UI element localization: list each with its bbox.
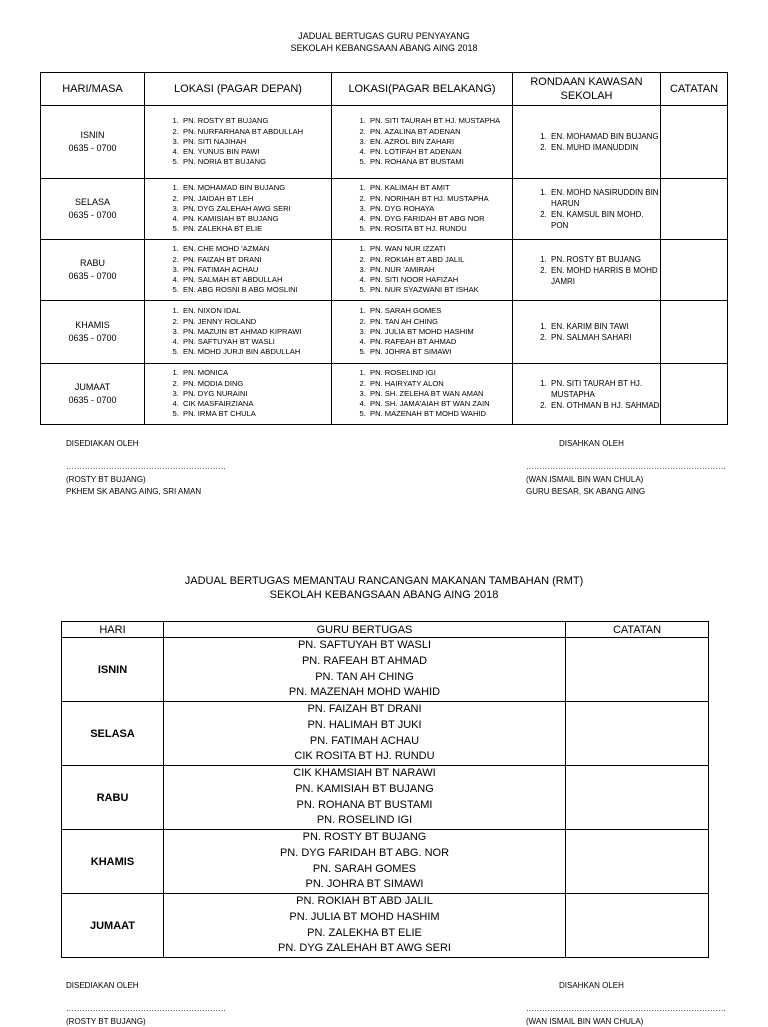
list-item: PN. SARAH GOMES — [312, 862, 417, 875]
list-item: 5. PN. JOHRA BT SIMAWI — [368, 347, 512, 357]
teacher-list — [145, 183, 331, 234]
list-item: 2. PN. AZALINA BT ADENAN — [368, 127, 512, 137]
day-cell: ISNIN — [62, 638, 164, 702]
front-gate-cell — [145, 106, 332, 179]
day-cell — [41, 240, 145, 301]
list-item: 3. EN. AZROL BIN ZAHARI — [368, 137, 512, 147]
notes-cell — [566, 830, 709, 894]
teacher-list — [513, 321, 660, 343]
signature-line: …………………………………………………… — [66, 462, 226, 471]
teacher-list — [332, 244, 512, 295]
list-item: PN. DYG FARIDAH BT ABG. NOR — [279, 846, 450, 859]
list-item: 1. PN. SARAH GOMES — [368, 306, 512, 316]
duty2-title — [0, 574, 768, 602]
list-item: 5. PN. ZALEKHA BT ELIE — [181, 224, 331, 234]
list-item: 1. PN. MONICA — [181, 368, 331, 378]
patrol-cell — [513, 301, 661, 364]
list-item: 5. PN. MAZENAH BT MOHD WAHID — [368, 409, 512, 419]
table-row — [62, 702, 709, 766]
notes-cell — [661, 179, 728, 240]
list-item: 5. EN. MOHD JURJI BIN ABDULLAH — [181, 347, 331, 357]
duty1-title-line1: JADUAL BERTUGAS GURU PENYAYANG — [298, 31, 470, 41]
time-label: 0635 - 0700 — [68, 210, 117, 220]
duty2-title-line1: JADUAL BERTUGAS MEMANTAU RANCANGAN MAKANAN TAMBAHAN (RMT) — [184, 575, 584, 587]
list-item: 2. PN. JAIDAH BT LEH — [181, 194, 331, 204]
day-cell: KHAMIS — [62, 830, 164, 894]
list-item: 4. PN. LOTIFAH BT ADENAN — [368, 147, 512, 157]
duty2-title-line2: SEKOLAH KEBANGSAAN ABANG AING 2018 — [269, 589, 499, 601]
back-gate-cell — [332, 301, 513, 364]
list-item: 4. PN. SALMAH BT ABDULLAH — [181, 275, 331, 285]
list-item: PN. SAFTUYAH BT WASLI — [297, 639, 432, 651]
duty1-header-row — [41, 73, 728, 106]
list-item: 2. PN. TAN AH CHING — [368, 317, 512, 327]
patrol-cell — [513, 364, 661, 425]
list-item: 1. PN. ROSELIND IGI — [368, 368, 512, 378]
front-gate-cell — [145, 179, 332, 240]
notes-cell — [566, 702, 709, 766]
time-label: 0635 - 0700 — [68, 333, 117, 343]
time-label: 0635 - 0700 — [68, 271, 117, 281]
list-item: CIK KHAMSIAH BT NARAWI — [293, 767, 436, 779]
list-item: PN. FATIMAH ACHAU — [309, 734, 420, 747]
list-item: PN. JULIA BT MOHD HASHIM — [289, 910, 440, 923]
day-cell — [41, 179, 145, 240]
day-cell: JUMAAT — [62, 894, 164, 958]
teachers-cell — [164, 702, 566, 766]
list-item: 3. PN. DYG NURAINI — [181, 389, 331, 399]
list-item: 5. EN. ABG ROSNI B ABG MOSLINI — [181, 285, 331, 295]
list-item: 4. PN. SITI NOOR HAFIZAH — [368, 275, 512, 285]
list-item: 4. PN. SAFTUYAH BT WASLI — [181, 337, 331, 347]
duty1-table — [40, 72, 728, 425]
notes-cell — [661, 301, 728, 364]
list-item: 5. PN. NORIA BT BUJANG — [181, 157, 331, 167]
table-row — [62, 638, 709, 702]
teacher-list — [332, 368, 512, 419]
patrol-cell — [513, 179, 661, 240]
list-item: 1. PN. ROSTY BT BUJANG — [549, 254, 660, 265]
teacher-list — [332, 116, 512, 167]
table-row — [62, 766, 709, 830]
duty1-header-cell: RONDAAN KAWASAN SEKOLAH — [513, 73, 661, 106]
list-item: PN. DYG ZALEHAH BT AWG SERI — [278, 942, 451, 955]
list-item: 3. PN. FATIMAH ACHAU — [181, 265, 331, 275]
day-label: SELASA — [74, 197, 111, 207]
duty1-header-cell: LOKASI(PAGAR BELAKANG) — [332, 73, 513, 106]
list-item: 1. EN. MOHAMAD BIN BUJANG — [181, 183, 331, 193]
time-label: 0635 - 0700 — [68, 395, 117, 405]
duty2-header-row — [62, 622, 709, 638]
duty1-header-cell: HARI/MASA — [41, 73, 145, 106]
list-item: PN. ROSTY BT BUJANG — [302, 831, 427, 843]
notes-cell — [661, 364, 728, 425]
list-item: 4. PN. RAFEAH BT AHMAD — [368, 337, 512, 347]
notes-cell — [566, 638, 709, 702]
prepared-by-title: PKHEM SK ABANG AING, SRI AMAN — [66, 487, 202, 496]
list-item: PN. MAZENAH MOHD WAHID — [288, 686, 441, 699]
list-item: 3. PN. SITI NAJIHAH — [181, 137, 331, 147]
duty1-title-line2: SEKOLAH KEBANGSAAN ABANG AING 2018 — [290, 43, 478, 53]
list-item: 2. EN. OTHMAN B HJ. SAHMAD — [549, 400, 660, 411]
list-item: 4. EN. YUNUS BIN PAWI — [181, 147, 331, 157]
teacher-list — [145, 116, 331, 167]
notes-cell — [661, 106, 728, 179]
list-item: 3. PN. JULIA BT MOHD HASHIM — [368, 327, 512, 337]
list-item: 1. PN. ROSTY BT BUJANG — [181, 116, 331, 126]
table-row — [62, 830, 709, 894]
list-item: 1. EN. CHE MOHD 'AZMAN — [181, 244, 331, 254]
time-label: 0635 - 0700 — [68, 143, 117, 153]
list-item: 2. PN. HAIRYATY ALON — [368, 379, 512, 389]
list-item: 4. PN. SH. JAMA'AIAH BT WAN ZAIN — [368, 399, 512, 409]
signature-line: …………………………………………………… — [66, 1004, 226, 1013]
day-cell: RABU — [62, 766, 164, 830]
list-item: 2. EN. KAMSUL BIN MOHD. PON — [549, 209, 660, 231]
table-row — [41, 179, 728, 240]
front-gate-cell — [145, 301, 332, 364]
list-item: 2. PN. MODIA DING — [181, 379, 331, 389]
list-item: PN. ROKIAH BT ABD JALIL — [296, 895, 433, 907]
list-item: 5. PN. IRMA BT CHULA — [181, 409, 331, 419]
list-item: 3. PN. SH. ZELEHA BT WAN AMAN — [368, 389, 512, 399]
table-row — [41, 106, 728, 179]
list-item: PN. KAMISIAH BT BUJANG — [295, 782, 434, 795]
list-item: 2. PN. NURFARHANA BT ABDULLAH — [181, 127, 331, 137]
list-item: PN. TAN AH CHING — [315, 670, 414, 683]
approved-by-title: GURU BESAR, SK ABANG AING — [526, 487, 646, 496]
list-item: 5. PN. NUR SYAZWANI BT ISHAK — [368, 285, 512, 295]
day-label: RABU — [79, 258, 105, 268]
list-item: 4. PN. DYG FARIDAH BT ABG NOR — [368, 214, 512, 224]
duty2-table — [61, 621, 709, 958]
list-item: PN. FAIZAH BT DRANI — [307, 703, 422, 715]
duty2-header-cell: HARI — [62, 622, 164, 638]
back-gate-cell — [332, 240, 513, 301]
back-gate-cell — [332, 364, 513, 425]
list-item: 1. EN. MOHD NASIRUDDIN BIN HARUN — [549, 187, 660, 209]
approved-by-name: (WAN ISMAIL BIN WAN CHULA) — [526, 1017, 644, 1026]
prepared-by-name: (ROSTY BT BUJANG) — [66, 475, 146, 484]
table-row — [41, 364, 728, 425]
day-cell — [41, 364, 145, 425]
teacher-list — [513, 131, 660, 153]
list-item: PN. HALIMAH BT JUKI — [307, 718, 422, 731]
back-gate-cell — [332, 179, 513, 240]
prepared-by-name: (ROSTY BT BUJANG) — [66, 1017, 146, 1026]
teacher-list — [513, 187, 660, 231]
list-item: 1. PN. SITI TAURAH BT HJ. MUSTAPHA — [368, 116, 512, 126]
day-cell — [41, 106, 145, 179]
list-item: PN. ZALEKHA BT ELIE — [307, 926, 422, 939]
day-cell: SELASA — [62, 702, 164, 766]
teacher-list — [145, 244, 331, 295]
prepared-by-label: DISEDIAKAN OLEH — [66, 439, 139, 448]
list-item: 2. PN. FAIZAH BT DRANI — [181, 255, 331, 265]
notes-cell — [661, 240, 728, 301]
teacher-list — [332, 306, 512, 357]
teachers-cell — [164, 894, 566, 958]
prepared-by-label: DISEDIAKAN OLEH — [66, 981, 139, 990]
list-item: CIK ROSITA BT HJ. RUNDU — [294, 750, 435, 763]
duty1-header-cell: CATATAN — [661, 73, 728, 106]
notes-cell — [566, 894, 709, 958]
list-item: 3. PN. MAZUIN BT AHMAD KIPRAWI — [181, 327, 331, 337]
duty1-title — [0, 30, 768, 54]
day-label: KHAMIS — [75, 320, 110, 330]
approved-by-label: DISAHKAN OLEH — [559, 981, 624, 990]
list-item: 3. PN. DYG ROHAYA — [368, 204, 512, 214]
teacher-list — [513, 254, 660, 287]
approved-by-label: DISAHKAN OLEH — [559, 439, 624, 448]
list-item: PN. ROSELIND IGI — [316, 814, 413, 827]
list-item: PN. JOHRA BT SIMAWI — [305, 878, 424, 891]
table-row — [62, 894, 709, 958]
signature-line: ………………………………………………………………… — [526, 1004, 726, 1013]
list-item: 2. EN. MOHD HARRIS B MOHD JAMRI — [549, 265, 660, 287]
list-item: 2. EN. MUHD IMANUDDIN — [549, 142, 660, 153]
list-item: 2. PN. ROKIAH BT ABD JALIL — [368, 255, 512, 265]
list-item: 1. EN. KARIM BIN TAWI — [549, 321, 660, 332]
list-item: 5. PN. ROHANA BT BUSTAMI — [368, 157, 512, 167]
list-item: PN. RAFEAH BT AHMAD — [301, 654, 428, 667]
day-cell — [41, 301, 145, 364]
list-item: 1. PN. WAN NUR IZZATI — [368, 244, 512, 254]
list-item: 4. CIK MASFAIRZIANA — [181, 399, 331, 409]
teachers-cell — [164, 766, 566, 830]
list-item: 2. PN. SALMAH SAHARI — [549, 332, 660, 343]
duty2-header-cell: GURU BERTUGAS — [164, 622, 566, 638]
front-gate-cell — [145, 364, 332, 425]
notes-cell — [566, 766, 709, 830]
teacher-list — [145, 306, 331, 357]
list-item: 2. PN. NORIHAH BT HJ. MUSTAPHA — [368, 194, 512, 204]
day-label: ISNIN — [80, 130, 105, 140]
approved-by-name: (WAN ISMAIL BIN WAN CHULA) — [526, 475, 644, 484]
teacher-list — [332, 183, 512, 234]
day-label: JUMAAT — [74, 382, 111, 392]
list-item: 5. PN. ROSITA BT HJ. RUNDU — [368, 224, 512, 234]
teacher-list — [145, 368, 331, 419]
list-item: 3. PN. DYG ZALEHAH AWG SERI — [181, 204, 331, 214]
table-row — [41, 301, 728, 364]
teacher-list — [513, 378, 660, 411]
list-item: 2. PN. JENNY ROLAND — [181, 317, 331, 327]
teachers-cell — [164, 830, 566, 894]
list-item: 1. EN. NIXON IDAL — [181, 306, 331, 316]
patrol-cell — [513, 106, 661, 179]
duty1-header-cell: LOKASI (PAGAR DEPAN) — [145, 73, 332, 106]
back-gate-cell — [332, 106, 513, 179]
duty2-header-cell: CATATAN — [566, 622, 709, 638]
list-item: 1. PN. SITI TAURAH BT HJ. MUSTAPHA — [549, 378, 660, 400]
list-item: 3. PN. NUR 'AMIRAH — [368, 265, 512, 275]
list-item: PN. ROHANA BT BUSTAMI — [296, 798, 433, 811]
patrol-cell — [513, 240, 661, 301]
list-item: 4. PN. KAMISIAH BT BUJANG — [181, 214, 331, 224]
front-gate-cell — [145, 240, 332, 301]
table-row — [41, 240, 728, 301]
teachers-cell — [164, 638, 566, 702]
list-item: 1. PN. KALIMAH BT AMIT — [368, 183, 512, 193]
list-item: 1. EN. MOHAMAD BIN BUJANG — [549, 131, 660, 142]
signature-line: ………………………………………………………………… — [526, 462, 726, 471]
